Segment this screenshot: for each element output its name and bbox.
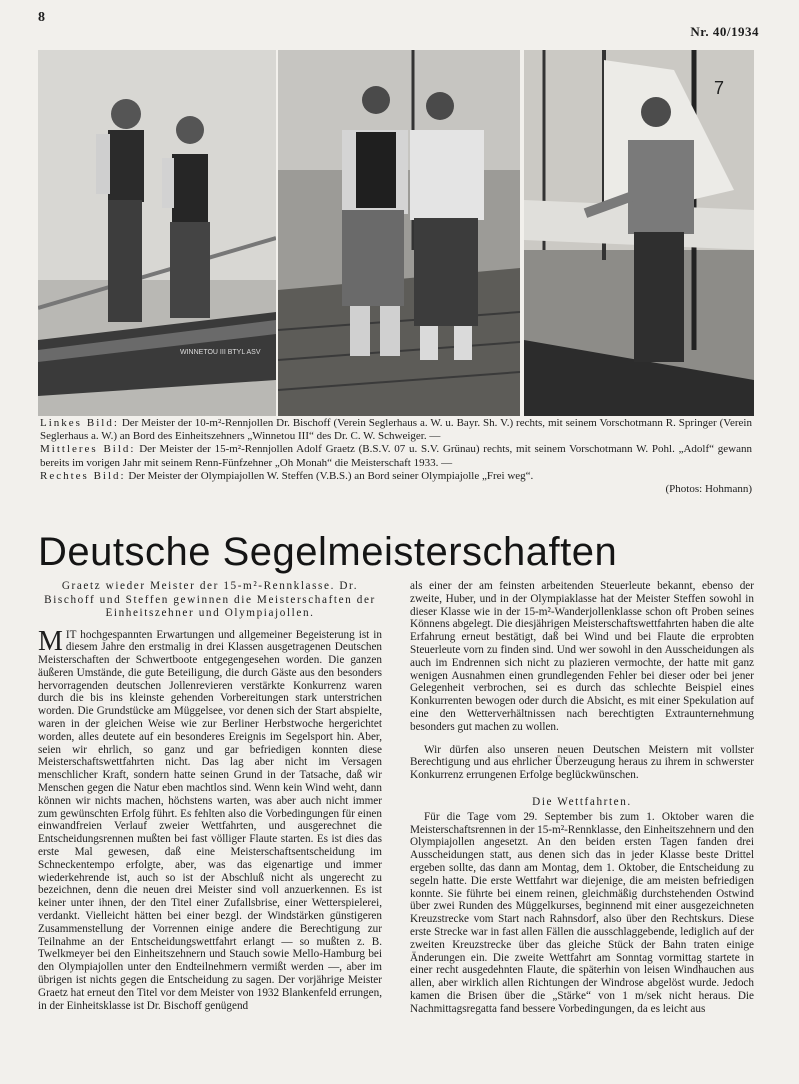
left-photo — [38, 50, 276, 416]
right-column — [410, 580, 754, 1016]
caption-left-label: Linkes Bild: — [40, 417, 119, 429]
paragraph-continued: als einer der am feinsten arbeitenden Steuerleute bekannt, ebenso der zweite, Huber, und in der Olympiaklasse hat der Meister Steffen sowohl in dieser Klasse wie in der 15-m²-Wanderjollenklasse schon oft Proben seines Könnens abgelegt. Die diesjährigen Meisterschaftswettfahrten haben die alte Erfahrung erneut bestätigt, daß bei Wind und bei Flaute die erprobten Steuerleute vorn zu finden sind. Und wer sowohl in den Ausscheidungen als auch im Endrennen sich nicht zu plazieren vermochte, der hatte mit ganz wenigen Ausnahmen einen grundlegenden Fehler bei dieser oder bei jener Gelegenheit verbrochen, sei es durch das schlechte Beispiel eines Konkurrenten bewogen oder durch die Absicht, es mit einer Spekulation auf eine den Wetterverhältnissen nach berechtigten Extraunternehmung besonders gut machen zu wollen. — [410, 580, 754, 733]
right-photo — [524, 50, 754, 416]
photo-caption — [40, 417, 752, 496]
caption-right-label: Rechtes Bild: — [40, 469, 126, 482]
section-heading: Die Wettfahrten. — [532, 795, 632, 808]
left-column — [38, 580, 382, 1012]
sail-number: 7 — [714, 78, 725, 98]
paragraph-races: Für die Tage vom 29. September bis zum 1. Oktober waren die Meisterschaftsrennen in der 15-m²-Rennklasse, den Einheitszehnern und den Olympiajollen angesetzt. An den beiden ersten Tagen fanden drei Ausscheidungen statt, aus denen sich das in jeder Klasse beste Drittel ergeben sollte, das dann am Montag, dem 1. Oktober, die Entscheidung zu segeln hatte. Die erste Wettfahrt war diejenige, die am meisten befriedigen konnte. Sie führte bei einem reinen, gleichmäßig durchstehenden Ostwind über zwei Runden des Müggelkurses, beginnend mit einer ausgezeichneten Kreuzstrecke vom Start nach Rahnsdorf, also über den Rechtskurs. Diese erste Strecke war in fast allen Fällen die ausschlaggebende, lediglich auf der zweiten Kreuzstrecke über das gleiche Stück der Bahn traten einige Änderungen ein. Die zweite Wettfahrt am Sonntag vormittag startete in einer recht ausgedehnten Flaute, die späterhin von leisen Windhauchen aus allen, aber wirklich allen Richtungen der Windrose abgelöst wurde. Jedoch kamen die Brisen über die „Stärke“ von 1 m/sek nicht heraus. Die Nachmittagsregatta fand bessere Vorbedingungen, da es leicht aus — [410, 810, 754, 1015]
photo-strip — [38, 50, 754, 416]
article-lead: Graetz wieder Meister der 15-m²-Rennklasse. Dr. Bischoff und Steffen gewinnen die Meisterschaften der Einheitszehner und Olympiajollen. — [44, 580, 376, 619]
caption-left-text: Der Meister der 10-m²-Rennjollen Dr. Bischoff (Verein Seglerhaus a. W. u. Bayr. Sh. V.) rechts, mit seinem Vorschotmann R. Springer (Verein Seglerhaus a. W.) an Bord des Einheitszehners „Winnetou III“ des Dr. C. W. Schweiger. — — [40, 417, 752, 443]
caption-middle-text: Der Meister der 15-m²-Rennjollen Adolf Graetz (B.S.V. 07 u. S.V. Grünau) rechts, mit seinem Vorschotmann W. Pohl. „Adolf“ gewann bereits im vorigen Jahr mit seinem Renn-Fünfzehner „Oh Monah“ die Meisterschaft 1933. — — [40, 443, 752, 469]
photo-credit: (Photos: Hohmann) — [665, 483, 752, 496]
article-title: Deutsche Segelmeisterschaften — [38, 530, 618, 574]
boat-name-text: WINNETOU III BTYL ASV — [180, 349, 261, 356]
page-number: 8 — [38, 10, 45, 25]
paragraph-congratulations: Wir dürfen also unseren neuen Deutschen Meistern mit vollster Berechtigung und aus ehrlicher Überzeugung heraus zu ihrem in schwerster Konkurrenz errungenen Erfolge beglückwünschen. — [410, 743, 754, 782]
paragraph-intro: MIT hochgespannten Erwartungen und allgemeiner Begeisterung ist in diesem Jahre den erstmalig in drei Klassen ausgetragenen Deutschen Meisterschaften der Schwertboote entgegengesehen worden. Die ganzen äußeren Umstände, die gute Beteiligung, die durch Gäste aus den besonders hervorragenden deutschen Jollenrevieren verstärkte Konkurrenz waren durch die bis ins kleinste gehenden Vorbereitungen stark unterstrichen worden. Die Grundstücke am Müggelsee, vor denen sich der Start abspielte, waren in der gleichen Weise wie zur Berliner Herbstwoche hergerichtet worden, alles deutete auf ein besonderes Ereignis im Segelsport hin. Aber, seien wir ehrlich, so ganz und gar befriedigen konnten diese Meisterschaftswettfahrten nicht. Das lag aber nicht im Versagen menschlicher Kraft, sondern hatte seinen Grund in der Tatsache, daß wir Menschen gegen die Natur eben machtlos sind. Wenn kein Wind weht, dann können wir nichts machen, höchstens warten, was aber auch nicht immer zum gewünschten Erfolg führt. Es fehlten also die Vorbedingungen für einen einwandfreien Verlauf zweier Wettfahrten, und ausgerechnet die Entscheidungsrennen mußten bei fast völliger Flaute starten. Es ist dies das erste Mal gewesen, daß eine Meisterschaftsentscheidung im Schneckentempo erfolgte, aber, was das eigenartige und immer wiederkehrende ist, auch so ist der Abschluß nicht als ungerecht zu bezeichnen, denn die neuen drei Meister sind voll anzuerkennen. Es ist keiner unter ihnen, der den Titel einer Zufallsbrise, einer Wetterspielerei, verdankt. Vielleicht hätten bei einer bezgl. der Windstärken günstigeren Zusammenstellung der Vorrennen einige andere die Berechtigung zur Teilnahme an der Entscheidungswettfahrt erlangt — so mußten z. B. Twelkmeyer bei den Einheitszehnern und Stauch sowie Mello-Hamburg bei den Olympiajollen unter den Endteilnehmern vermißt werden —, aber im übrigen ist nichts gegen die Entscheidung zu sagen. Der vorjährige Meister Graetz hat erneut den Titel vor dem Meister von 1932 Blankenfeld errungen, in der Einheitsklasse ist Dr. Bischoff genügend — [38, 625, 382, 1012]
caption-right-text: Der Meister der Olympiajollen W. Steffen (V.B.S.) an Bord seiner Olympiajolle „Frei weg“. — [125, 469, 534, 482]
middle-photo — [278, 50, 520, 416]
caption-middle-label: Mittleres Bild: — [40, 443, 136, 456]
issue-number: Nr. 40/1934 — [690, 24, 759, 39]
drop-cap: M — [38, 625, 63, 657]
